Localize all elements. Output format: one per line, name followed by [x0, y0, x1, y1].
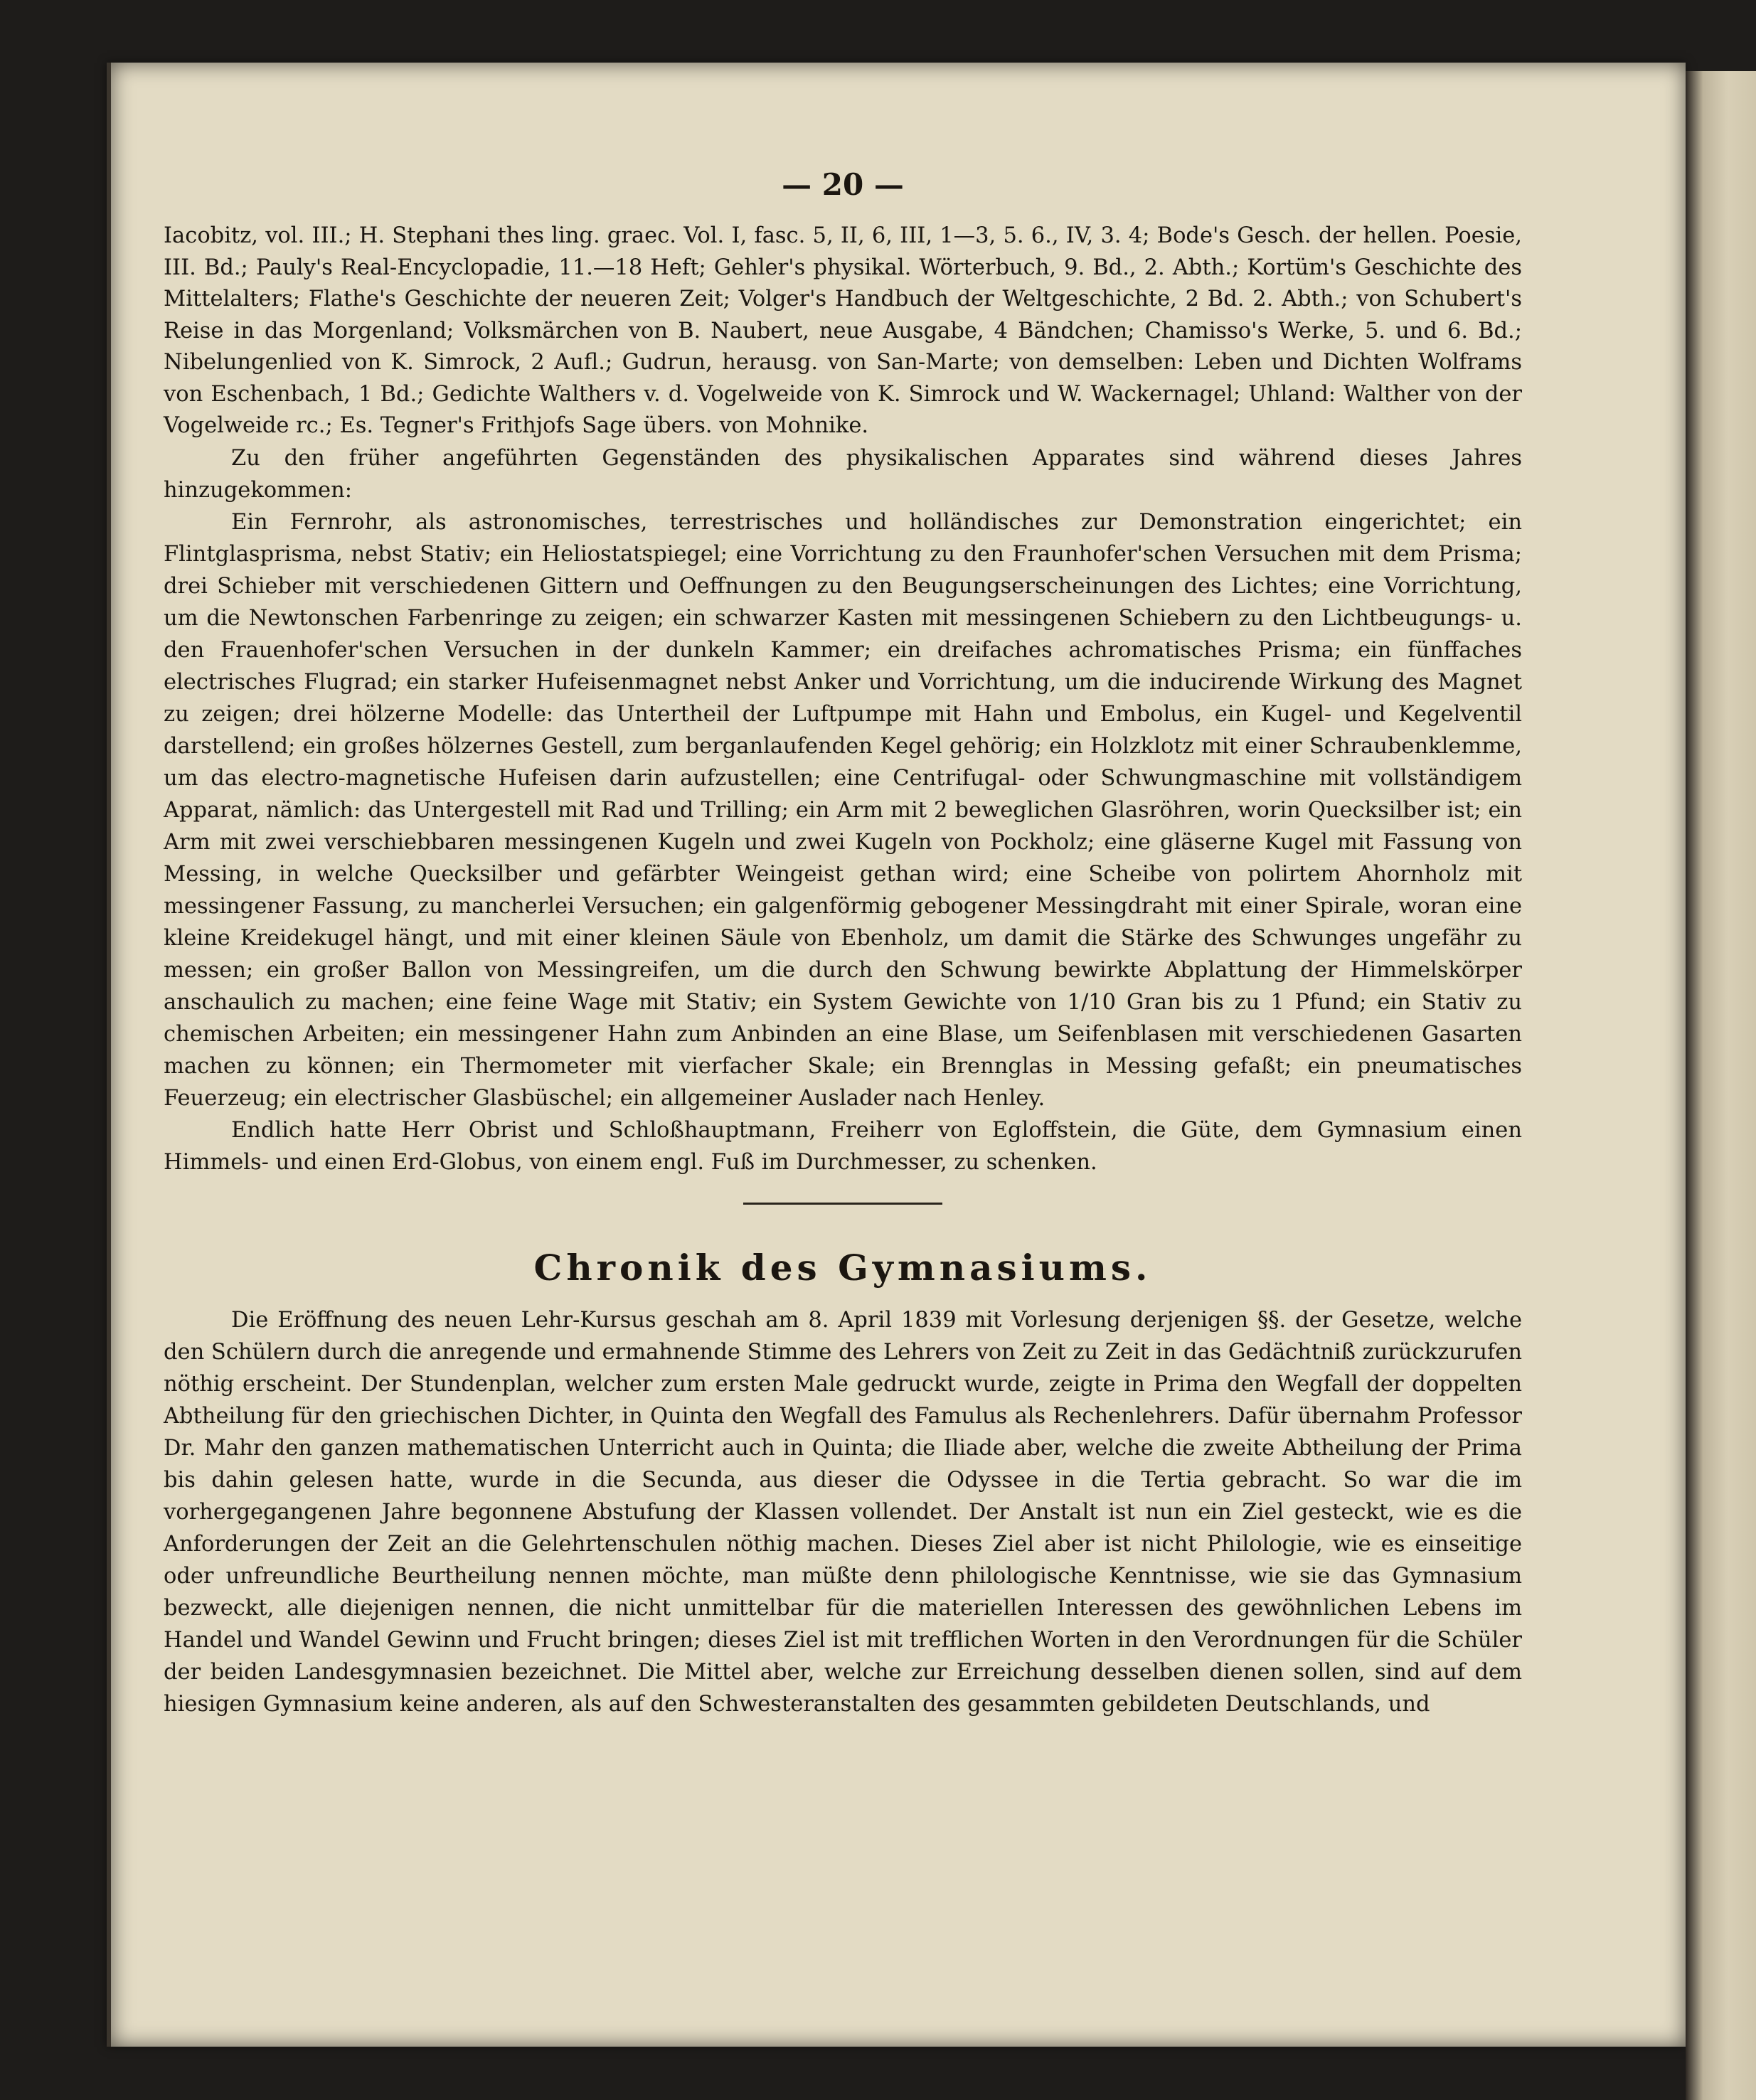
page-number: — 20 — [782, 167, 904, 202]
apparatus-list-paragraph: Ein Fernrohr, als astronomisches, terrestrisches und holländisches zur Demonstration eingerichtet; ein Flintglasprisma, nebst Stativ; ein Heliostatspiegel; eine Vorrichtung zu den Fraunhofer'schen Versuchen mit dem Prisma; drei Schieber mit verschiedenen Gittern und Oeffnungen zu den Beugungserscheinungen des Lichtes; eine Vorrichtung, um die Newtonschen Farbenringe zu zeigen; ein schwarzer Kasten mit messingenen Schiebern zu den Lichtbeugungs- u. den Frauenhofer'schen Versuchen in der dunkeln Kammer; ein dreifaches achromatisches Prisma; ein fünffaches electrisches Flugrad; ein starker Hufeisenmagnet nebst Anker und Vorrichtung, um die inducirende Wirkung des Magnet zu zeigen; drei hölzerne Modelle: das Untertheil der Luftpumpe mit Hahn und Embolus, ein Kugel- und Kegelventil darstellend; ein großes hölzernes Gestell, zum berganlaufenden Kegel gehörig; ein Holzklotz mit einer Schraubenklemme, um das electro-magnetische Hufeisen darin aufzustellen; eine Centrifugal- oder Schwungmaschine mit vollständigem Apparat, nämlich: das Untergestell mit Rad und Trilling; ein Arm mit 2 beweglichen Glasröhren, worin Quecksilber ist; ein Arm mit zwei verschiebbaren messingenen Kugeln und zwei Kugeln von Pockholz; eine gläserne Kugel mit Fassung von Messing, in welche Quecksilber und gefärbter Weingeist gethan wird; eine Scheibe von polirtem Ahornholz mit messingener Fassung, zu mancherlei Versuchen; ein galgenförmig gebogener Messingdraht mit einer Spirale, woran eine kleine Kreidekugel hängt, und mit einer kleinen Säule von Ebenholz, um damit die Stärke des Schwunges ungefähr zu messen; ein großer Ballon von Messingreifen, um die durch den Schwung bewirkte Abplattung der Himmelskörper anschaulich zu machen; eine feine Wage mit Stativ; ein System Gewichte von 1/10 Gran bis zu 1 Pfund; ein Stativ zu chemischen Arbeiten; ein messingener Hahn zum Anbinden an eine Blase, um Seifenblasen mit verschiedenen Gasarten machen zu können; ein Thermometer mit vierfacher Skale; ein Brennglas in Messing gefaßt; ein pneumatisches Feuerzeug; ein electrischer Glasbüschel; ein allgemeiner Auslader nach Henley. [164, 509, 1522, 1111]
next-page-edge [1686, 71, 1756, 2100]
chronicle-paragraph: Die Eröffnung des neuen Lehr-Kursus geschah am 8. April 1839 mit Vorlesung derjenigen §§. der Gesetze, welche den Schülern durch die anregende und ermahnende Stimme des Lehrers von Zeit zu Zeit in das Gedächtniß zurückzurufen nöthig erscheint. Der Stundenplan, welcher zum ersten Male gedruckt wurde, zeigte in Prima den Wegfall der doppelten Abtheilung für den griechischen Dichter, in Quinta den Wegfall des Famulus als Rechenlehrers. Dafür übernahm Professor Dr. Mahr den ganzen mathematischen Unterricht auch in Quinta; die Iliade aber, welche die zweite Abtheilung der Prima bis dahin gelesen hatte, wurde in die Secunda, aus dieser die Odyssee in die Tertia gebracht. So war die im vorhergegangenen Jahre begonnene Abstufung der Klassen vollendet. Der Anstalt ist nun ein Ziel gesteckt, wie es die Anforderungen der Zeit an die Gelehrtenschulen nöthig machen. Dieses Ziel aber ist nicht Philologie, wie es einseitige oder unfreundliche Beurtheilung nennen möchte, man müßte denn philologische Kenntnisse, wie sie das Gymnasium bezweckt, alle diejenigen nennen, die nicht unmittelbar für die materiellen Interessen des gewöhnlichen Lebens im Handel und Wandel Gewinn und Frucht bringen; dieses Ziel ist mit trefflichen Worten in den Verordnungen für die Schüler der beiden Landesgymnasien bezeichnet. Die Mittel aber, welche zur Erreichung desselben dienen sollen, sind auf dem hiesigen Gymnasium keine anderen, als auf den Schwesteranstalten des gesammten gebildeten Deutschlands, und [164, 1307, 1522, 1717]
library-acquisitions-paragraph: Iacobitz, vol. III.; H. Stephani thes ling. graec. Vol. I, fasc. 5, II, 6, III, 1—3, 5. 6., IV, 3. 4; Bode's Gesch. der hellen. Poesie, III. Bd.; Pauly's Real-Encyclopadie, 11.—18 Heft; Gehler's physikal. Wörterbuch, 9. Bd., 2. Abth.; Kortüm's Geschichte des Mittelalters; Flathe's Geschichte der neueren Zeit; Volger's Handbuch der Weltgeschichte, 2 Bd. 2. Abth.; von Schubert's Reise in das Morgenland; Volksmärchen von B. Naubert, neue Ausgabe, 4 Bändchen; Chamisso's Werke, 5. und 6. Bd.; Nibelungenlied von K. Simrock, 2 Aufl.; Gudrun, herausg. von San-Marte; von demselben: Leben und Dichten Wolframs von Eschenbach, 1 Bd.; Gedichte Walthers v. d. Vogelweide von K. Simrock und W. Wackernagel; Uhland: Walther von der Vogelweide rc.; Es. Tegner's Frithjofs Sage übers. von Mohnike. [164, 223, 1522, 438]
section-heading: Chronik des Gymnasiums. [533, 1246, 1152, 1289]
globe-donation-paragraph: Endlich hatte Herr Obrist und Schloßhauptmann, Freiherr von Egloffstein, die Güte, dem Gymnasium einen Himmels- und einen Erd-Globus, von einem engl. Fuß im Durchmesser, zu schenken. [164, 1117, 1522, 1175]
page-content [164, 164, 1522, 1720]
section-divider [743, 1203, 942, 1205]
apparatus-intro-paragraph: Zu den früher angeführten Gegenständen des physikalischen Apparates sind während dieses Jahres hinzugekommen: [164, 445, 1522, 503]
